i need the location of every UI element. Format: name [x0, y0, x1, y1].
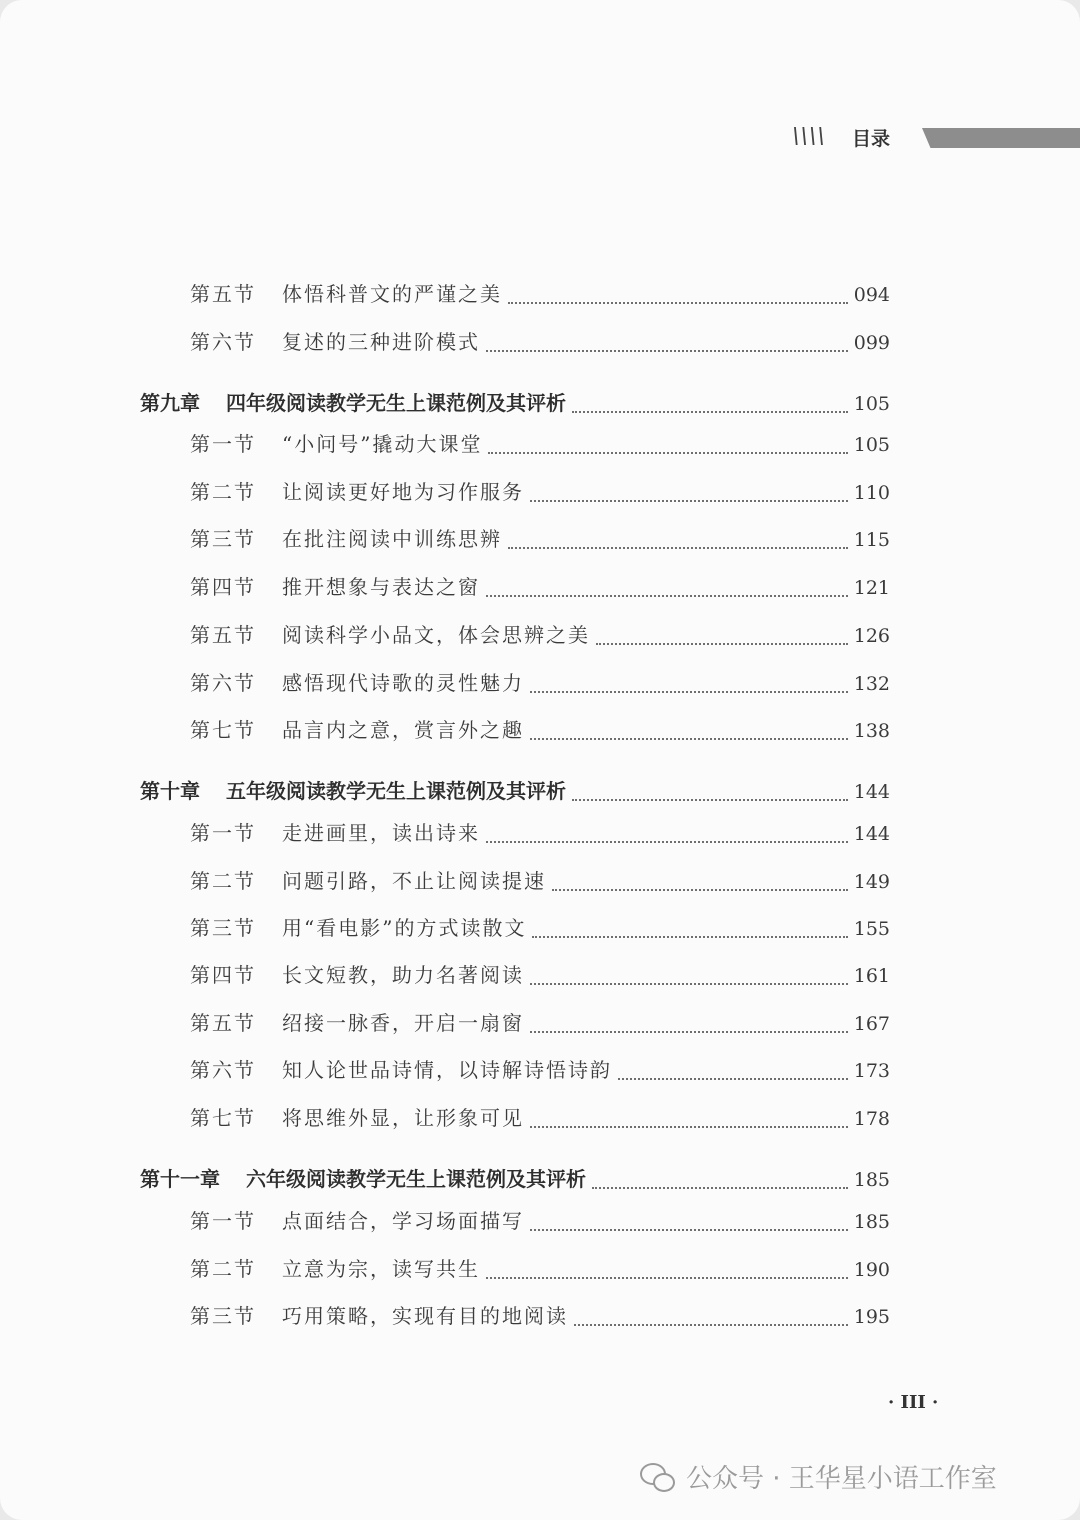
- toc-title: 体悟科普文的严谨之美: [282, 282, 502, 306]
- toc-section-row[interactable]: [190, 1253, 890, 1285]
- dot-leader: [530, 691, 848, 693]
- dot-leader: [618, 1078, 848, 1080]
- dot-leader: [572, 411, 848, 413]
- toc-section-row[interactable]: [190, 428, 890, 460]
- watermark-text: 公众号 · 王华星小语工作室: [686, 1464, 997, 1494]
- toc-label: 第三节: [190, 527, 256, 551]
- toc-page-number: 155: [853, 918, 890, 940]
- toc-label: 第二节: [190, 869, 256, 893]
- toc-section-row[interactable]: [190, 817, 890, 849]
- toc-label: 第二节: [190, 1257, 256, 1281]
- toc-section-row[interactable]: [190, 1007, 890, 1039]
- toc-label: 第二节: [190, 480, 256, 504]
- toc-title: 复述的三种进阶模式: [282, 330, 480, 354]
- toc-page-number: 144: [853, 781, 890, 803]
- toc-title: 用“看电影”的方式读散文: [282, 916, 527, 940]
- toc-title: 四年级阅读教学无生上课范例及其评析: [226, 391, 566, 415]
- toc-label: 第六节: [190, 1058, 256, 1082]
- toc-title: 让阅读更好地为习作服务: [282, 480, 524, 504]
- toc-title: 知人论世品诗情，以诗解诗悟诗韵: [282, 1058, 612, 1082]
- dot-leader: [530, 500, 848, 502]
- toc-title: 品言内之意，赏言外之趣: [282, 718, 524, 742]
- dot-leader: [486, 841, 848, 843]
- toc-label: 第十章: [140, 779, 200, 803]
- dot-leader: [508, 547, 848, 549]
- header-bar: [922, 128, 1080, 148]
- toc-page-number: 105: [853, 393, 890, 415]
- dot-leader: [530, 1229, 848, 1231]
- dot-leader: [574, 1324, 848, 1326]
- toc-section-row[interactable]: [190, 865, 890, 897]
- toc-section-row[interactable]: [190, 1054, 890, 1086]
- toc-page-number: 173: [853, 1060, 890, 1082]
- dot-leader: [486, 1277, 848, 1279]
- toc-label: 第七节: [190, 1106, 256, 1130]
- wechat-icon: [640, 1461, 676, 1493]
- toc-label: 第九章: [140, 391, 200, 415]
- dot-leader: [530, 983, 848, 985]
- toc-label: 第五节: [190, 623, 256, 647]
- toc-section-row[interactable]: [190, 1102, 890, 1134]
- toc-chapter-row[interactable]: [140, 387, 890, 419]
- toc-page-number: 144: [853, 823, 890, 845]
- toc-page-number: 167: [853, 1013, 890, 1035]
- toc-title: 五年级阅读教学无生上课范例及其评析: [226, 779, 566, 803]
- toc-label: 第三节: [190, 916, 256, 940]
- toc-label: 第五节: [190, 282, 256, 306]
- toc-page-number: 105: [853, 434, 890, 456]
- toc-section-row[interactable]: [190, 959, 890, 991]
- toc-page-number: 094: [853, 284, 890, 306]
- toc-page-number: 121: [853, 577, 890, 599]
- toc-section-row[interactable]: [190, 571, 890, 603]
- toc-section-row[interactable]: [190, 619, 890, 651]
- toc-label: 第五节: [190, 1011, 256, 1035]
- toc-section-row[interactable]: [190, 714, 890, 746]
- toc-page-number: 149: [853, 871, 890, 893]
- toc-page-number: 138: [853, 720, 890, 742]
- running-header-title: 目录: [852, 128, 891, 150]
- toc-title: 走进画里，读出诗来: [282, 821, 480, 845]
- toc-title: 阅读科学小品文，体会思辨之美: [282, 623, 590, 647]
- toc-title: 推开想象与表达之窗: [282, 575, 480, 599]
- toc-page-number: 161: [853, 965, 890, 987]
- dot-leader: [592, 1187, 848, 1189]
- header-decoration: \\\\: [789, 124, 829, 149]
- dot-leader: [486, 350, 848, 352]
- toc-label: 第一节: [190, 432, 256, 456]
- dot-leader: [552, 889, 848, 891]
- toc-section-row[interactable]: [190, 912, 890, 944]
- toc-label: 第六节: [190, 671, 256, 695]
- toc-chapter-row[interactable]: [140, 775, 890, 807]
- dot-leader: [486, 595, 848, 597]
- toc-title: 在批注阅读中训练思辨: [282, 527, 502, 551]
- toc-section-row[interactable]: [190, 326, 890, 358]
- toc-page-number: 115: [853, 529, 890, 551]
- toc-section-row[interactable]: [190, 1300, 890, 1332]
- dot-leader: [530, 1031, 848, 1033]
- toc-title: 绍接一脉香，开启一扇窗: [282, 1011, 524, 1035]
- toc-label: 第三节: [190, 1304, 256, 1328]
- toc-title: 感悟现代诗歌的灵性魅力: [282, 671, 524, 695]
- toc-label: 第七节: [190, 718, 256, 742]
- toc-title: 问题引路，不止让阅读提速: [282, 869, 546, 893]
- toc-title: 长文短教，助力名著阅读: [282, 963, 524, 987]
- toc-label: 第四节: [190, 963, 256, 987]
- toc-section-row[interactable]: [190, 476, 890, 508]
- toc-label: 第四节: [190, 575, 256, 599]
- dot-leader: [572, 799, 848, 801]
- toc-title: 六年级阅读教学无生上课范例及其评析: [246, 1167, 586, 1191]
- toc-page-number: 178: [853, 1108, 890, 1130]
- toc-page-number: 195: [853, 1306, 890, 1328]
- toc-section-row[interactable]: [190, 523, 890, 555]
- toc-page-number: 185: [853, 1169, 890, 1191]
- toc-label: 第一节: [190, 1209, 256, 1233]
- toc-chapter-row[interactable]: [140, 1163, 890, 1195]
- toc-page-number: 099: [853, 332, 890, 354]
- watermark: [640, 1458, 997, 1495]
- dot-leader: [488, 452, 847, 454]
- page-folio: · III ·: [888, 1392, 939, 1413]
- toc-title: “小问号”撬动大课堂: [282, 432, 483, 456]
- toc-title: 将思维外显，让形象可见: [282, 1106, 524, 1130]
- toc-page-number: 132: [853, 673, 890, 695]
- toc-section-row[interactable]: [190, 1205, 890, 1237]
- dot-leader: [596, 643, 848, 645]
- toc-page-number: 126: [853, 625, 890, 647]
- dot-leader: [532, 936, 847, 938]
- toc-title: 立意为宗，读写共生: [282, 1257, 480, 1281]
- toc-title: 巧用策略，实现有目的地阅读: [282, 1304, 568, 1328]
- dot-leader: [530, 738, 848, 740]
- dot-leader: [508, 302, 848, 304]
- toc-page-number: 190: [853, 1259, 890, 1281]
- toc-page-number: 185: [853, 1211, 890, 1233]
- toc-label: 第六节: [190, 330, 256, 354]
- toc-title: 点面结合，学习场面描写: [282, 1209, 524, 1233]
- dot-leader: [530, 1126, 848, 1128]
- toc-label: 第一节: [190, 821, 256, 845]
- toc-section-row[interactable]: [190, 278, 890, 310]
- toc-label: 第十一章: [140, 1167, 220, 1191]
- toc-page-number: 110: [853, 482, 890, 504]
- toc-section-row[interactable]: [190, 667, 890, 699]
